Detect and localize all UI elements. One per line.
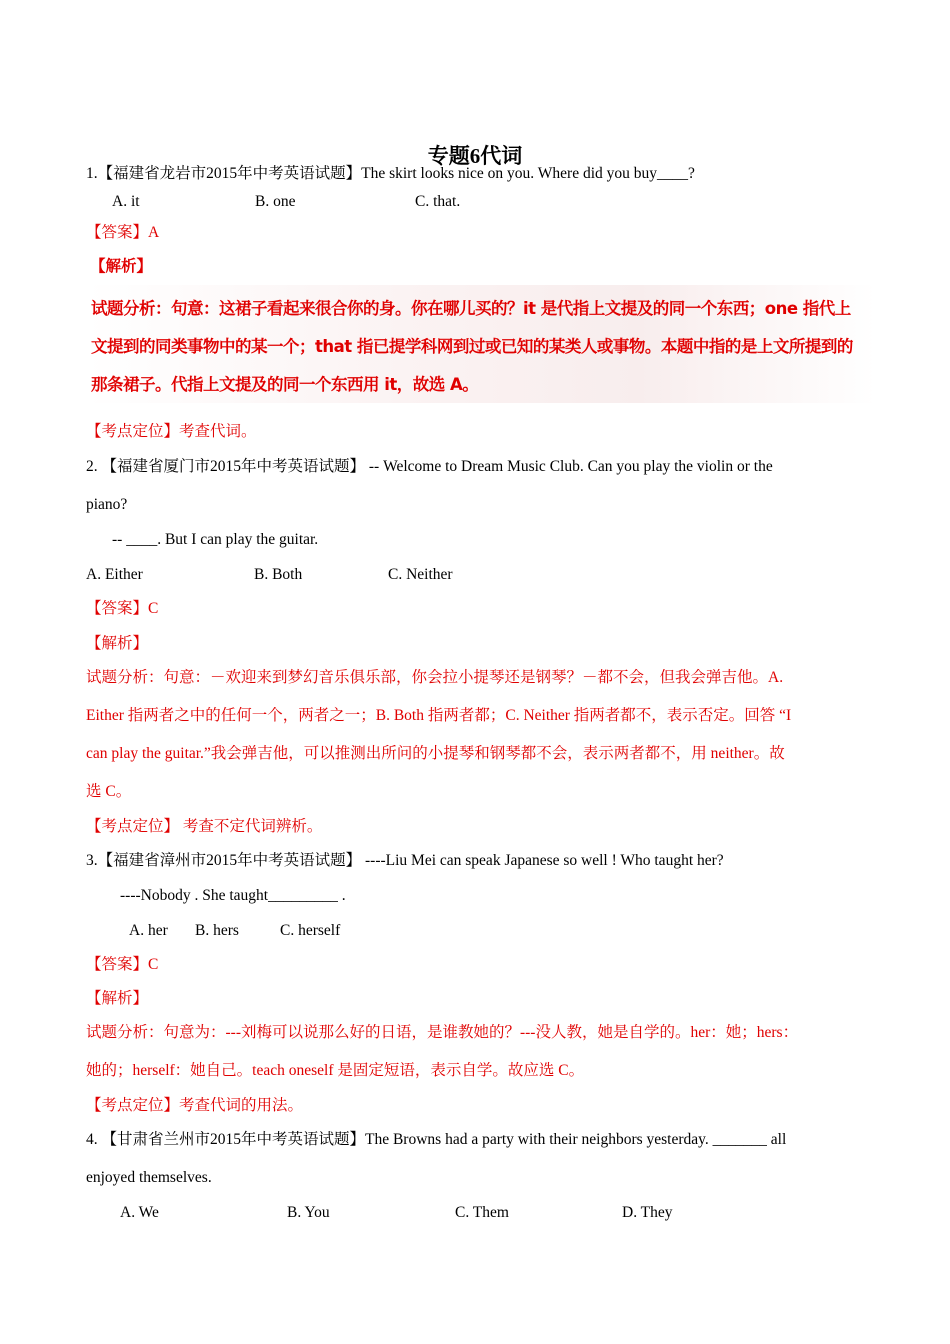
q1-analysis-label: 【解析】 <box>90 258 153 275</box>
q4-option-b: B. You <box>287 1204 330 1221</box>
question-4-stem-cont: enjoyed themselves. <box>86 1169 212 1186</box>
q3-option-a: A. her <box>129 922 168 939</box>
q1-option-c: C. that. <box>415 193 461 210</box>
q2-analysis-line: 试题分析：句意：－欢迎来到梦幻音乐俱乐部，你会拉小提琴还是钢琴？－都不会，但我会弹吉他。A. <box>86 669 784 686</box>
q1-analysis-line: 那条裙子。代指上文提及的同一个东西用 it，故选 A。 <box>91 375 479 394</box>
q4-option-d: D. They <box>622 1204 673 1221</box>
q1-analysis-image <box>86 285 876 403</box>
q4-option-a: A. We <box>120 1204 159 1221</box>
question-2-stem: 2. 【福建省厦门市2015年中考英语试题】 -- Welcome to Dream Music Club. Can you play the violin or the <box>86 458 773 475</box>
q1-option-a: A. it <box>112 193 140 210</box>
q2-analysis-line: 选 C。 <box>86 783 132 800</box>
q2-option-b: B. Both <box>254 566 303 583</box>
q3-point: 【考点定位】考查代词的用法。 <box>86 1097 304 1114</box>
q3-analysis-line: 试题分析：句意为：---刘梅可以说那么好的日语，是谁教她的？---没人教，她是自学的。her：她；hers： <box>86 1024 799 1041</box>
q2-reply: -- ____. But I can play the guitar. <box>112 531 319 548</box>
q1-answer: 【答案】A <box>86 224 160 241</box>
q1-analysis-line: 试题分析：句意：这裙子看起来很合你的身。你在哪儿买的？it 是代指上文提及的同一个东西；one 指代上 <box>91 299 851 318</box>
q1-analysis-line: 文提到的同类事物中的某一个；that 指已提学科网到过或已知的某类人或事物。本题中指的是上文所提到的 <box>91 337 853 356</box>
q2-point: 【考点定位】 考查不定代词辨析。 <box>86 818 323 835</box>
q2-option-a: A. Either <box>86 566 143 583</box>
question-2-stem-cont: piano? <box>86 496 128 513</box>
question-3-stem: 3.【福建省漳州市2015年中考英语试题】 ----Liu Mei can speak Japanese so well ! Who taught her? <box>86 852 724 869</box>
q3-answer: 【答案】C <box>86 956 159 973</box>
q2-option-c: C. Neither <box>388 566 453 583</box>
q2-analysis-label: 【解析】 <box>86 635 149 652</box>
q1-option-b: B. one <box>255 193 296 210</box>
q2-analysis-line: can play the guitar.”我会弹吉他，可以推测出所问的小提琴和钢琴都不会，表示两者都不，用 neither。故 <box>86 745 785 762</box>
q3-option-c: C. herself <box>280 922 341 939</box>
question-4-stem: 4. 【甘肃省兰州市2015年中考英语试题】The Browns had a party with their neighbors yesterday. _______ all <box>86 1131 787 1148</box>
q3-analysis-line: 她的；herself：她自己。teach oneself 是固定短语，表示自学。故应选 C。 <box>86 1062 585 1079</box>
page-title: 专题6代词 <box>427 144 523 168</box>
q1-point: 【考点定位】考查代词。 <box>86 423 257 440</box>
q3-option-b: B. hers <box>195 922 239 939</box>
q3-reply: ----Nobody . She taught_________ . <box>120 887 346 904</box>
q2-answer: 【答案】C <box>86 600 159 617</box>
q4-option-c: C. Them <box>455 1204 509 1221</box>
q2-analysis-line: Either 指两者之中的任何一个，两者之一；B. Both 指两者都；C. Neither 指两者都不，表示否定。回答 “I <box>86 707 792 724</box>
q3-analysis-label: 【解析】 <box>86 990 149 1007</box>
question-1-stem: 1.【福建省龙岩市2015年中考英语试题】The skirt looks nice on you. Where did you buy____? <box>86 165 695 182</box>
